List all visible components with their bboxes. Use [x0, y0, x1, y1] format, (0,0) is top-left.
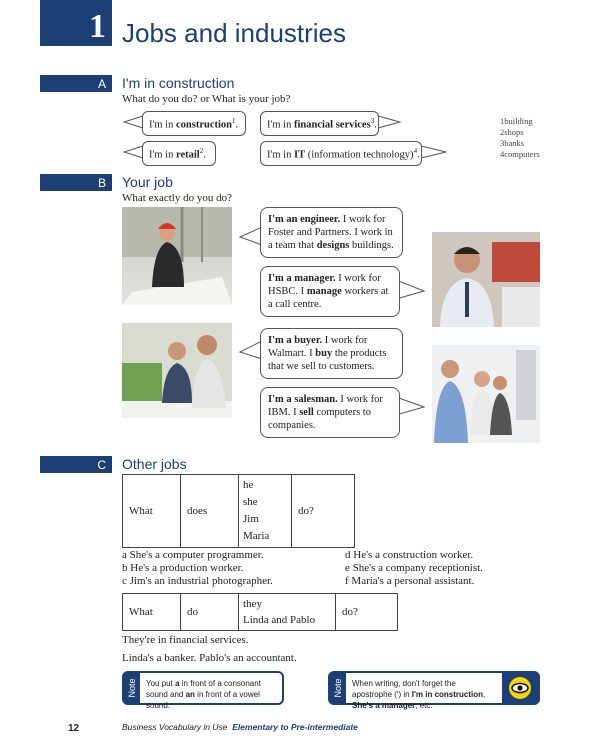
section-b-title: Your job: [122, 174, 173, 190]
salesman-photo: [432, 345, 540, 443]
manager-photo: [432, 232, 540, 327]
example-item: e She's a company receptionist.: [345, 562, 483, 574]
speech-buyer: I'm a buyer. I work for Walmart. I buy the products that we sell to customers.: [260, 328, 403, 379]
table-cell-subjects: they Linda and Pablo: [239, 594, 336, 631]
example-item: a She's a computer programmer.: [122, 549, 264, 561]
grammar-table-singular: [122, 474, 355, 548]
speech-manager: I'm a manager. I work for HSBC. I manage workers at a call centre.: [260, 266, 400, 317]
note-apostrophe: Note When writing, don't forget the apostrophe (') in I'm in construction, She's a manager, etc.: [328, 671, 540, 705]
speech-engineer: I'm an engineer. I work for Foster and Partners. I work in a team that designs buildings.: [260, 207, 403, 258]
bubble-financial-services: I'm in financial services$^3$.: [260, 111, 379, 136]
note-articles: Note You put a in front of a consonant sound and an in front of a vowel sound.: [122, 671, 284, 705]
footnote: 4computers: [500, 149, 540, 159]
table-cell: does: [181, 475, 239, 548]
footnotes: [500, 116, 540, 160]
bubble-retail: I'm in retail$^2$.: [142, 141, 216, 166]
table-cell: do?: [292, 475, 355, 548]
footnote: 1building: [500, 116, 533, 126]
footer-series: Business Vocabulary in Use Elementary to Pre-intermediate: [122, 722, 358, 732]
bubble-it: I'm in IT (information technology)$^4$.: [260, 141, 422, 166]
section-a-marker: A: [40, 75, 112, 92]
examples-right: [345, 549, 545, 588]
financial-services-line: They're in financial services.: [122, 634, 249, 646]
section-c-title: Other jobs: [122, 456, 187, 472]
table-cell: What: [123, 594, 181, 631]
example-item: b He's a production worker.: [122, 562, 244, 574]
footnote: 2shops: [500, 127, 524, 137]
section-a-title: I'm in construction: [122, 75, 235, 91]
table-cell: do: [181, 594, 239, 631]
banker-line: Linda's a banker. Pablo's an accountant.: [122, 652, 297, 664]
example-item: f Maria's a personal assistant.: [345, 575, 475, 587]
bubble-construction: I'm in construction$^1$.: [142, 111, 246, 136]
speech-salesman: I'm a salesman. I work for IBM. I sell computers to companies.: [260, 387, 400, 438]
example-item: c Jim's an industrial photographer.: [122, 575, 273, 587]
eye-icon: [502, 673, 538, 703]
section-b-question: What exactly do you do?: [122, 192, 232, 204]
section-b-marker: B: [40, 174, 112, 191]
table-cell-subjects: he she Jim Maria: [239, 475, 292, 548]
eye-icon-panel: [502, 673, 538, 703]
section-a-question: What do you do? or What is your job?: [122, 93, 291, 105]
example-item: d He's a construction worker.: [345, 549, 474, 561]
table-cell: What: [123, 475, 181, 548]
section-c-marker: C: [40, 456, 112, 473]
page-number: 12: [68, 723, 80, 734]
table-cell: do?: [336, 594, 398, 631]
footnote: 3banks: [500, 138, 525, 148]
unit-number: 1: [40, 0, 112, 46]
examples-left: [122, 549, 332, 588]
unit-title: Jobs and industries: [122, 18, 347, 48]
buyer-photo: [122, 323, 232, 418]
engineer-photo: [122, 207, 232, 305]
grammar-table-plural: [122, 593, 398, 631]
